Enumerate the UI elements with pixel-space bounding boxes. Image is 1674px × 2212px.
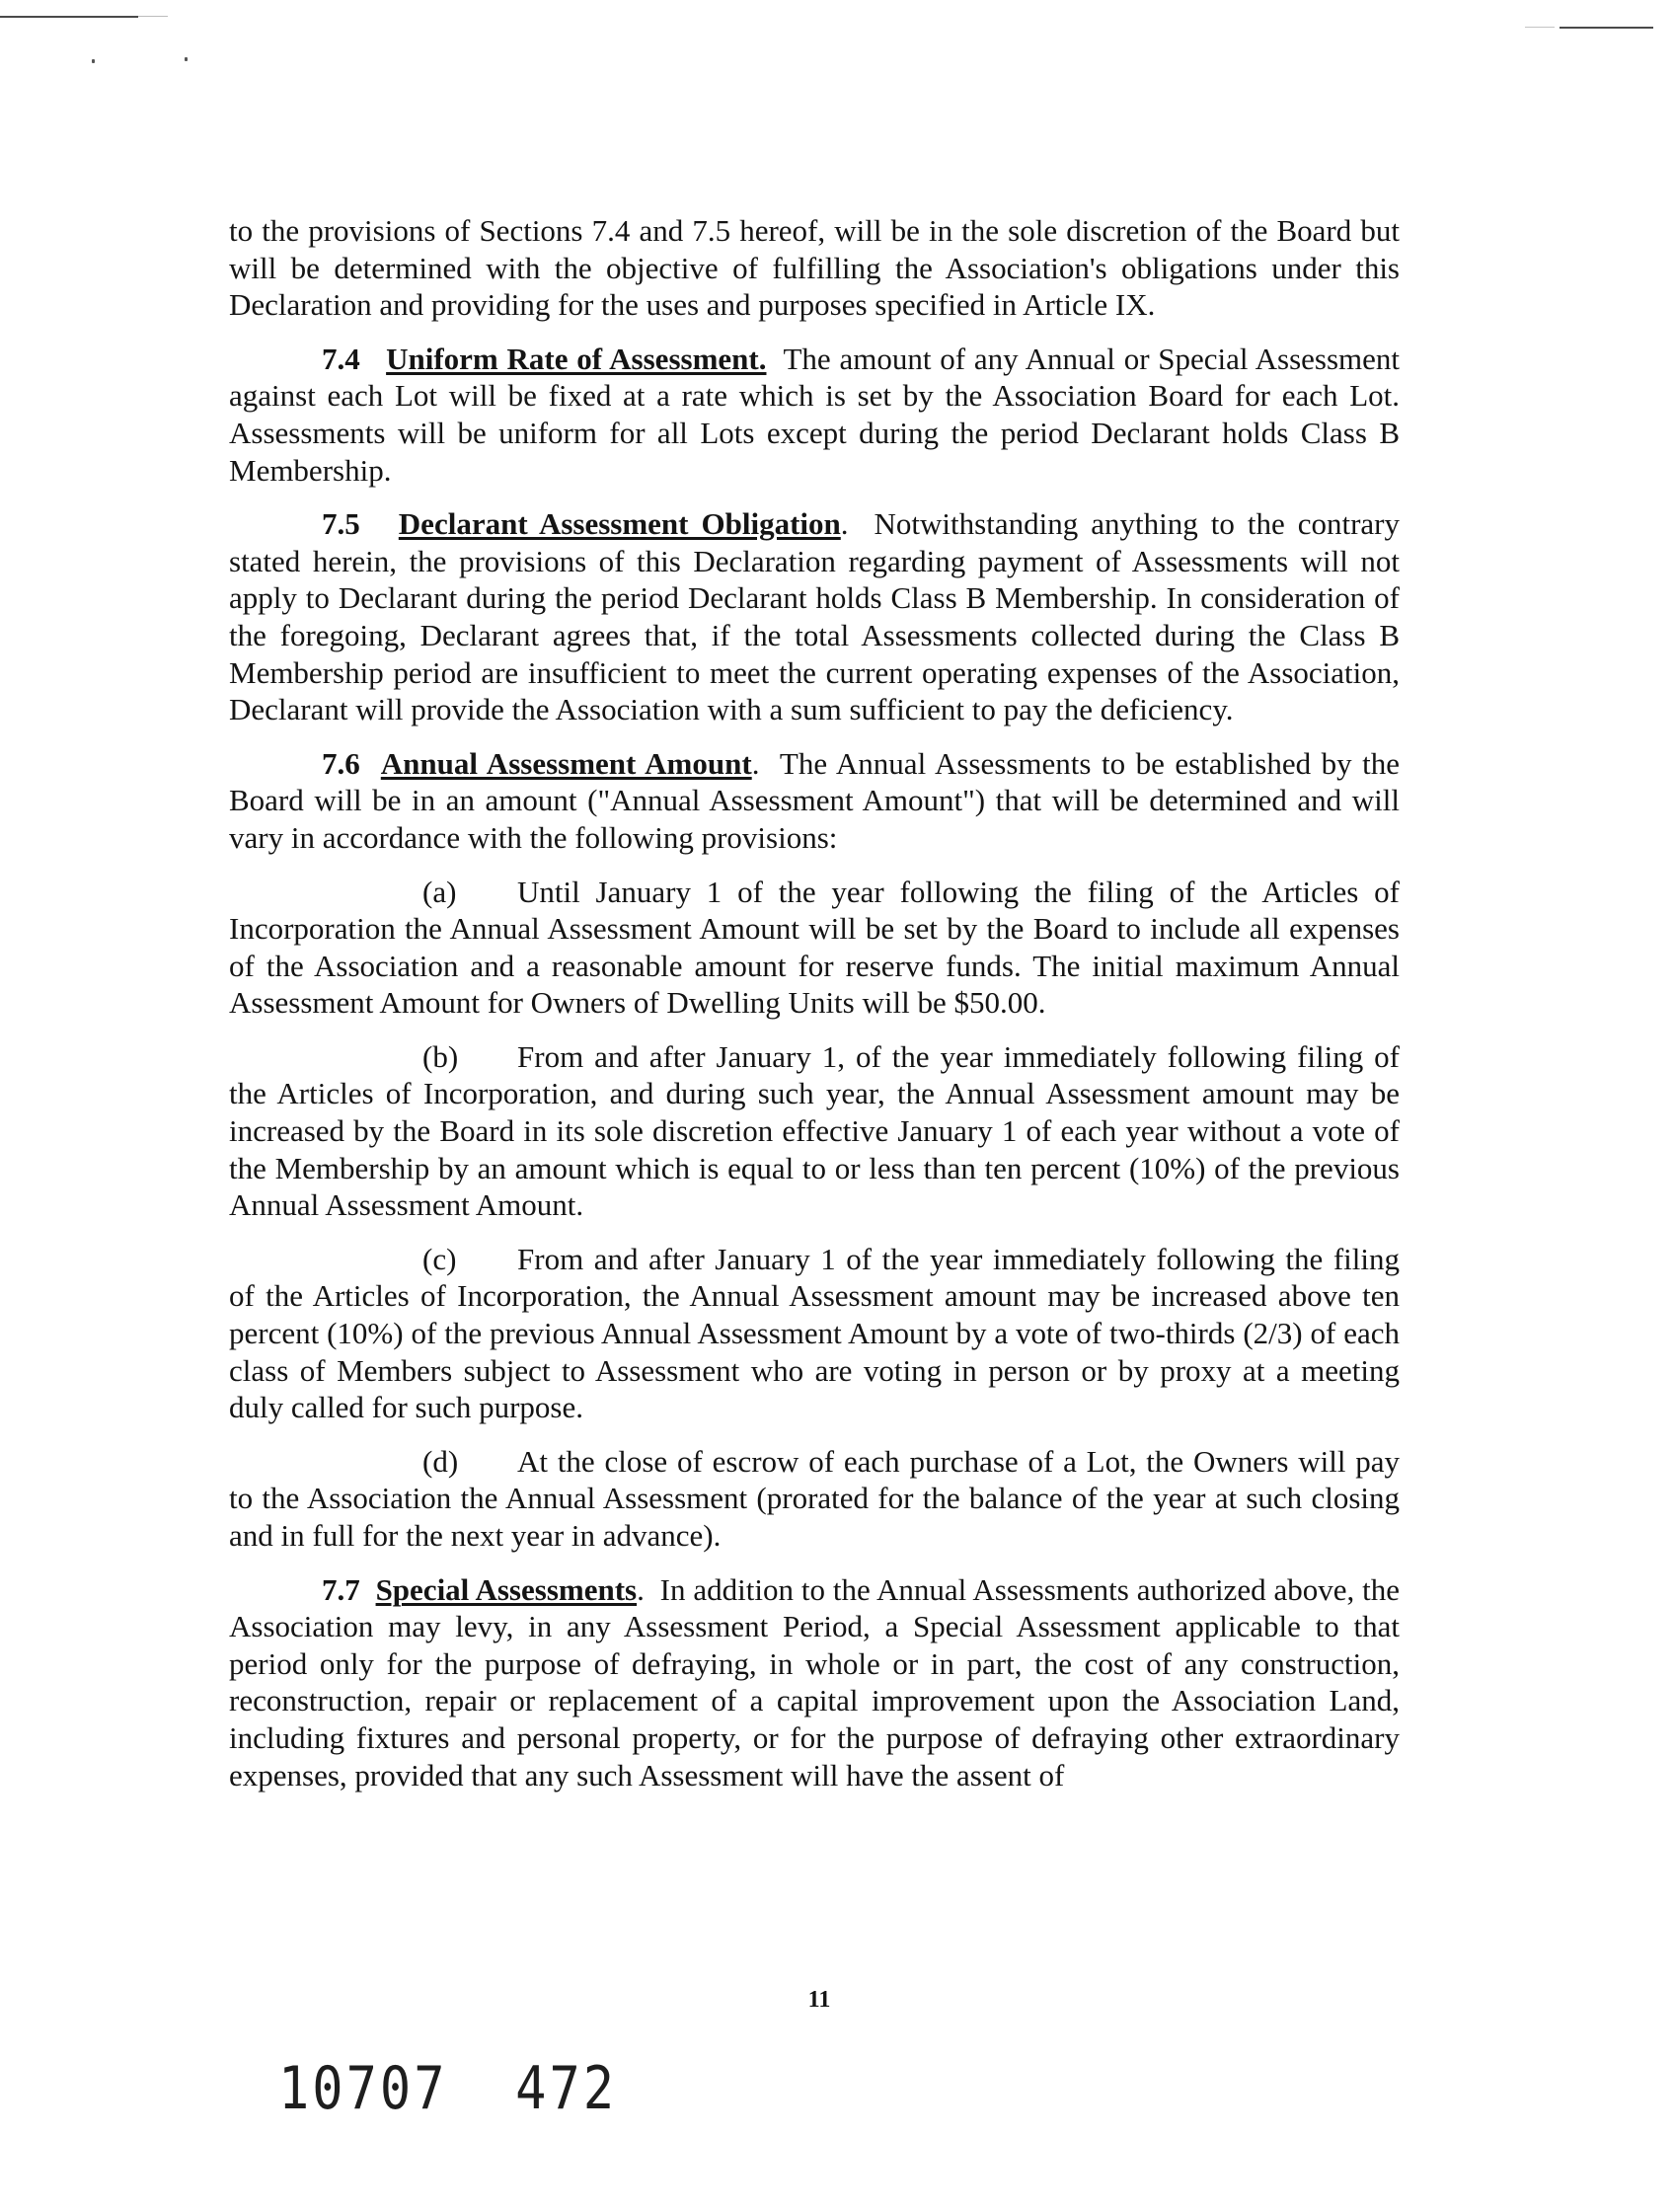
- section-text: The amount of any Annual or Special Assessment against each Lot will be fixed at a rate which is set by the Association Board for each Lot. Assessments will be uniform for all Lots except during the period Declarant holds Class B Membership.: [229, 341, 1401, 488]
- scan-edge-line: [1525, 27, 1555, 28]
- section-text: The Annual Assessments to be established by the Board will be in an amount ("Annual Assessment Amount") that will be determined and will vary in accordance with the following provisions:: [229, 745, 1400, 855]
- subsection-label: (d): [422, 1443, 459, 1479]
- section-7-5: [229, 505, 1400, 728]
- section-title: Annual Assessment Amount: [380, 745, 752, 781]
- scan-edge-line: [0, 16, 138, 18]
- section-number: 7.5: [322, 506, 360, 542]
- section-title-punct: .: [840, 506, 849, 542]
- subsection-label: (a): [422, 874, 457, 909]
- scan-edge-line: [138, 16, 168, 17]
- subsection-text: From and after January 1 of the year immediately following the filing of the Articles of Incorporation, the Annual Assessment amount may be increased above ten percent (10%) of the previous Annual Assessment Amount by a vote of two-thirds (2/3) of each class of Members subject to Assessment who are voting in person or by proxy at a meeting duly called for such purpose.: [229, 1241, 1400, 1425]
- scan-edge-line: [1560, 27, 1653, 29]
- section-title-punct: .: [637, 1571, 645, 1607]
- section-7-6: [229, 745, 1400, 857]
- scan-speck: [185, 57, 188, 61]
- section-7-4: [229, 341, 1400, 489]
- section-title: Declarant Assessment Obligation: [398, 506, 841, 542]
- section-number: 7.4: [322, 341, 360, 376]
- recording-stamp: 10707 472: [278, 2055, 618, 2123]
- section-number: 7.7: [322, 1571, 360, 1607]
- continuation-paragraph: [229, 212, 1400, 324]
- page-number: 11: [807, 1987, 831, 2013]
- subsection-a: [229, 874, 1400, 1022]
- subsection-label: (c): [422, 1241, 457, 1276]
- subsection-label: (b): [422, 1038, 459, 1074]
- section-title-punct: .: [751, 745, 760, 781]
- subsection-text: Until January 1 of the year following the filing of the Articles of Incorporation the Annual Assessment Amount will be set by the Board to include all expenses of the Association and a reasonable amount for reserve funds. The initial maximum Annual Assessment Amount for Owners of Dwelling Units will be $50.00.: [229, 874, 1400, 1021]
- section-title: Uniform Rate of Assessment.: [386, 341, 767, 376]
- document-body: [229, 212, 1400, 1793]
- subsection-b: [229, 1038, 1400, 1224]
- section-number: 7.6: [322, 745, 360, 781]
- subsection-text: At the close of escrow of each purchase of a Lot, the Owners will pay to the Association the Annual Assessment (prorated for the balance of the year at such closing and in full for the next year in advance).: [229, 1443, 1400, 1553]
- section-text: Notwithstanding anything to the contrary stated herein, the provisions of this Declaration regarding payment of Assessments will not apply to Declarant during the period Declarant holds Class B Membership. In consideration of the foregoing, Declarant agrees that, if the total Assessments collected during the Class B Membership period are insufficient to meet the current operating expenses of the Association, Declarant will provide the Association with a sum sufficient to pay the deficiency.: [229, 506, 1401, 727]
- section-text: In addition to the Annual Assessments authorized above, the Association may levy, in any Assessment Period, a Special Assessment applicable to that period only for the purpose of defraying, in whole or in part, the cost of any construction, reconstruction, repair or replacement of a capital improvement upon the Association Land, including fixtures and personal property, or for the purpose of defraying other extraordinary expenses, provided that any such Assessment will have the assent of: [229, 1571, 1401, 1792]
- section-title: Special Assessments: [375, 1571, 638, 1607]
- subsection-d: [229, 1443, 1400, 1555]
- subsection-c: [229, 1241, 1400, 1426]
- subsection-text: From and after January 1, of the year immediately following filing of the Articles of Incorporation, and during such year, the Annual Assessment amount may be increased by the Board in its sole discretion effective January 1 of each year without a vote of the Membership by an amount which is equal to or less than ten percent (10%) of the previous Annual Assessment Amount.: [229, 1038, 1400, 1223]
- section-7-7: [229, 1571, 1400, 1794]
- scan-speck: [92, 59, 95, 63]
- paragraph-text: to the provisions of Sections 7.4 and 7.5 hereof, will be in the sole discretion of the Board but will be determined with the objective of fulfilling the Association's obligations under this Declaration and providing for the uses and purposes specified in Article IX.: [229, 213, 1400, 323]
